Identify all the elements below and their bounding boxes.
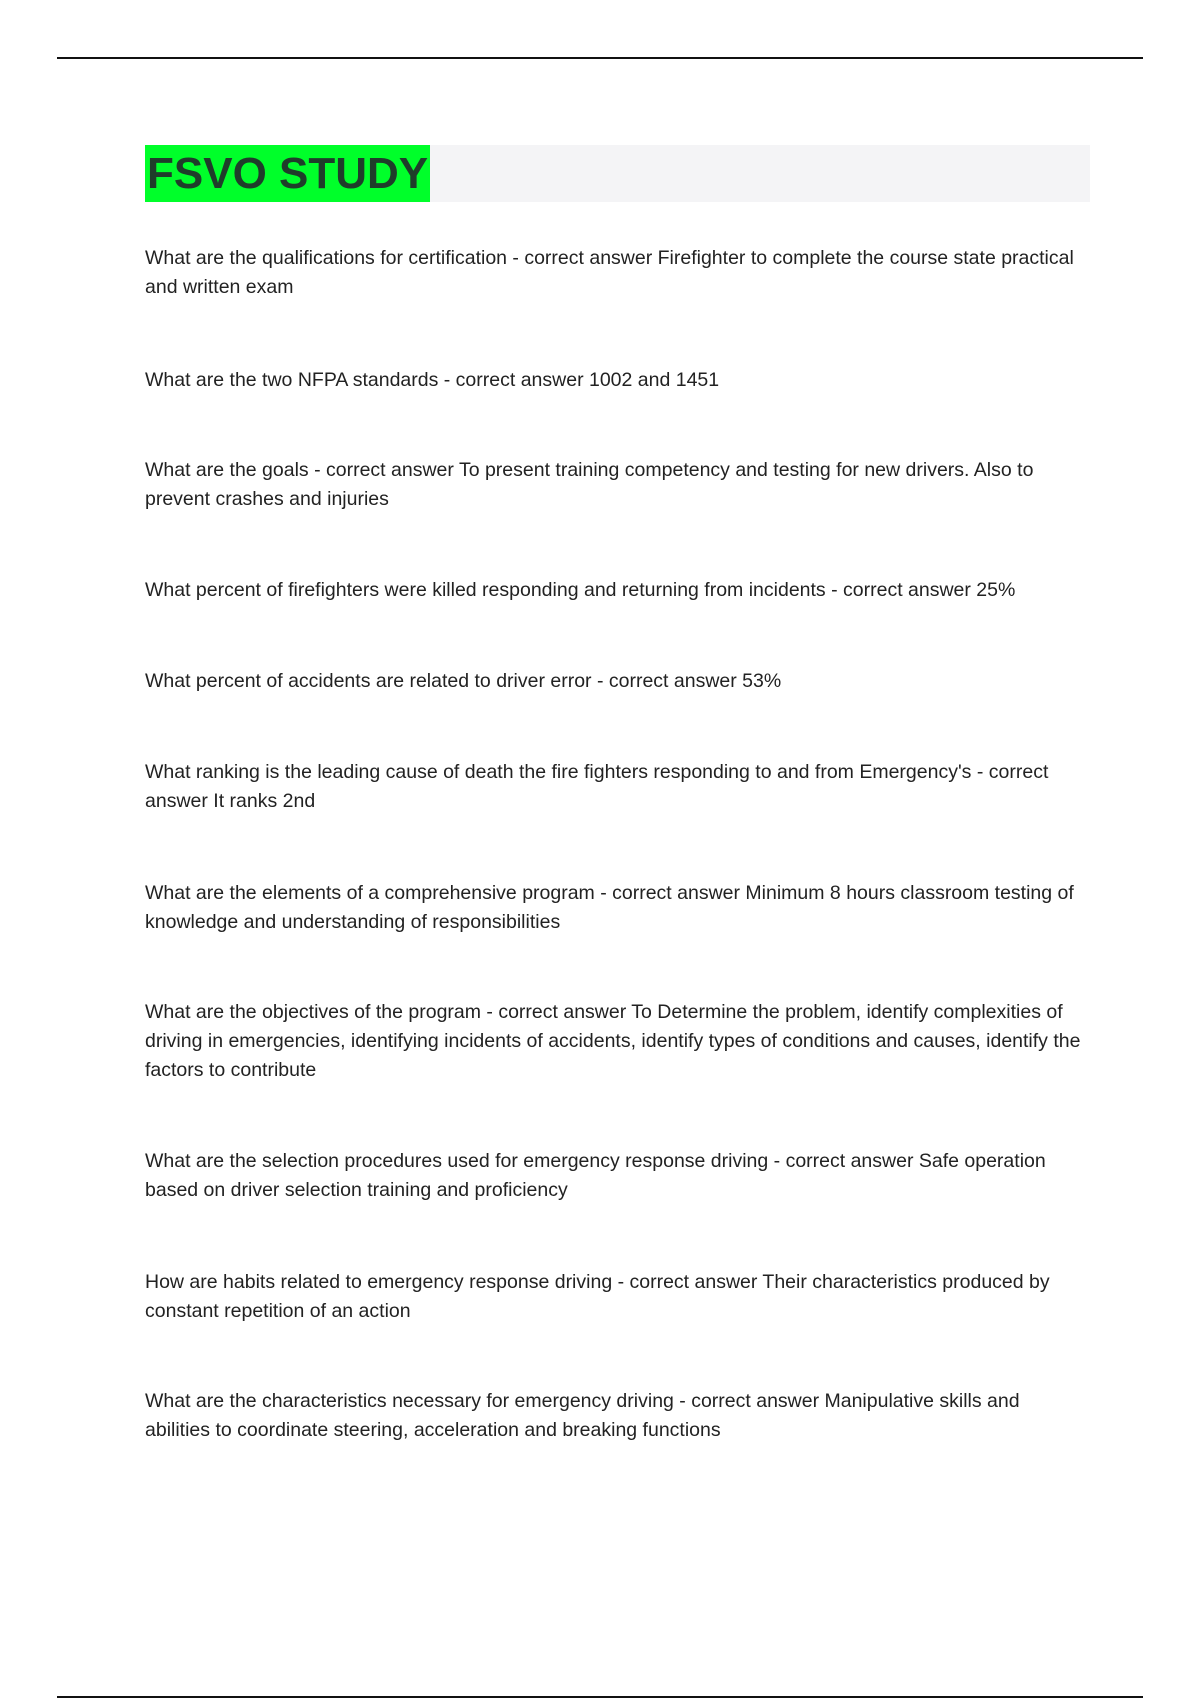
bottom-rule (57, 1696, 1143, 1698)
qa-item: What are the two NFPA standards - correct answer 1002 and 1451 (145, 369, 720, 391)
qa-item: What ranking is the leading cause of death the fire fighters responding to and from Emergency's - correct answer It ranks 2nd (145, 761, 1049, 812)
qa-item: What are the selection procedures used for emergency response driving - correct answer Safe operation based on driver selection training and proficiency (145, 1150, 1046, 1201)
qa-item: What are the elements of a comprehensive program - correct answer Minimum 8 hours classroom testing of knowledge and understanding of responsibilities (145, 882, 1074, 933)
top-rule (57, 57, 1143, 59)
qa-item: What are the qualifications for certification - correct answer Firefighter to complete the course state practical and written exam (145, 247, 1074, 298)
qa-item: What are the characteristics necessary for emergency driving - correct answer Manipulative skills and abilities to coordinate steering, acceleration and breaking functions (145, 1390, 1020, 1441)
document-title: FSVO STUDY (145, 145, 430, 202)
qa-item: What percent of accidents are related to driver error - correct answer 53% (145, 670, 782, 692)
qa-item: How are habits related to emergency response driving - correct answer Their characteristics produced by constant repetition of an action (145, 1271, 1050, 1322)
qa-item: What percent of firefighters were killed responding and returning from incidents - correct answer 25% (145, 579, 1016, 601)
qa-item: What are the objectives of the program - correct answer To Determine the problem, identify complexities of driving in emergencies, identifying incidents of accidents, identify types of conditions and causes, identify the factors to contribute (145, 1001, 1081, 1081)
qa-item: What are the goals - correct answer To present training competency and testing for new drivers. Also to prevent crashes and injuries (145, 459, 1034, 510)
